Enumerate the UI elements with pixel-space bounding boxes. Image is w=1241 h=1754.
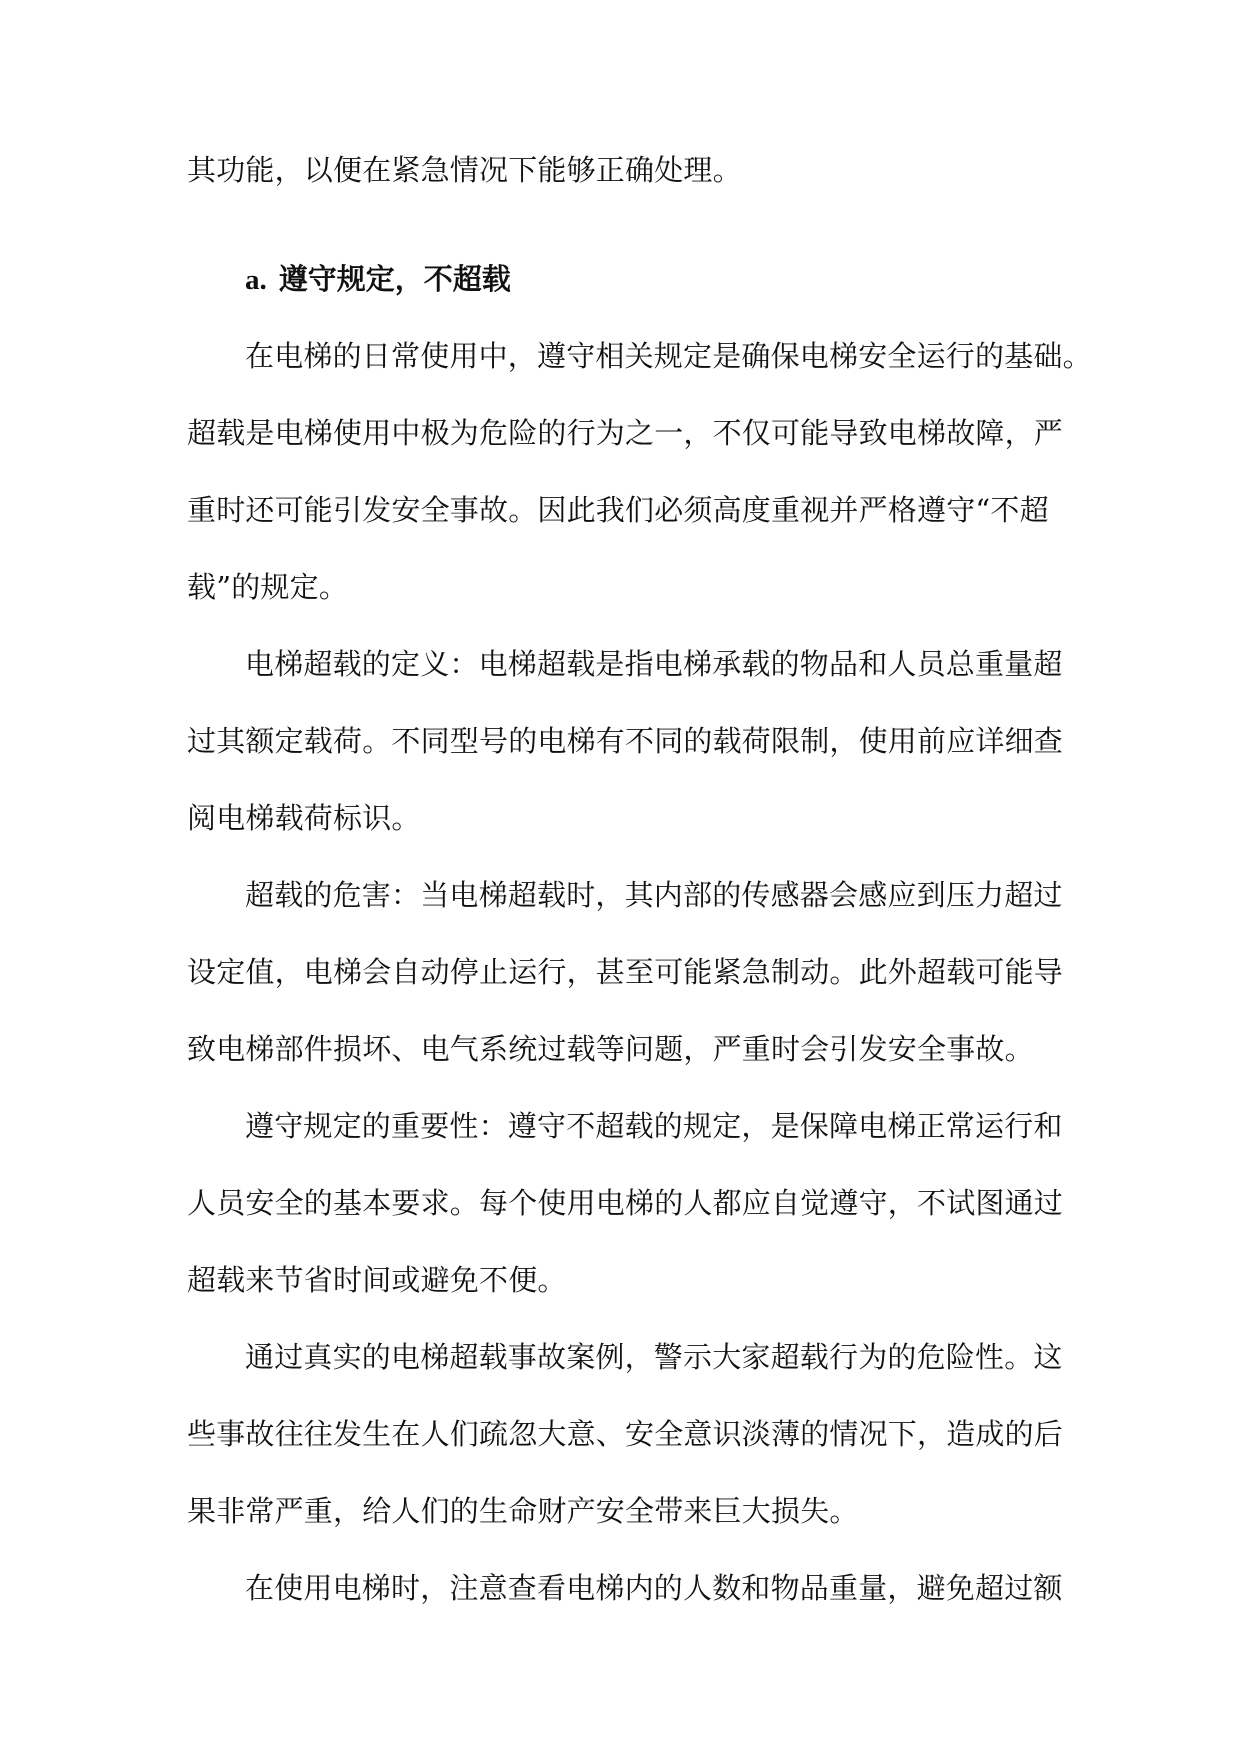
paragraph-first-line: 超载的危害：当电梯超载时，其内部的传感器会感应到压力超过 [245, 878, 1063, 912]
text-line: 果非常严重，给人们的生命财产安全带来巨大损失。 [187, 1494, 859, 1528]
text-line: 重时还可能引发安全事故。因此我们必须高度重视并严格遵守“不超 [187, 493, 1049, 527]
paragraph-first-line: 在电梯的日常使用中，遵守相关规定是确保电梯安全运行的基础。 [245, 339, 1092, 373]
text-line: 设定值，电梯会自动停止运行，甚至可能紧急制动。此外超载可能导 [187, 955, 1064, 989]
section-marker: a. [245, 264, 267, 296]
text-line: 超载是电梯使用中极为危险的行为之一，不仅可能导致电梯故障，严 [187, 416, 1064, 450]
text-line: 阅电梯载荷标识。 [187, 801, 421, 835]
text-line: 超载来节省时间或避免不便。 [187, 1263, 567, 1297]
paragraph-first-line: 通过真实的电梯超载事故案例，警示大家超载行为的危险性。这 [245, 1340, 1063, 1374]
section-title: 遵守规定，不超载 [278, 262, 511, 296]
paragraph-first-line: 遵守规定的重要性：遵守不超载的规定，是保障电梯正常运行和 [245, 1109, 1063, 1143]
text-line: 人员安全的基本要求。每个使用电梯的人都应自觉遵守，不试图通过 [187, 1186, 1064, 1220]
text-line: 其功能，以便在紧急情况下能够正确处理。 [187, 153, 742, 187]
text-line: 些事故往往发生在人们疏忽大意、安全意识淡薄的情况下，造成的后 [187, 1417, 1064, 1451]
paragraph-first-line: 电梯超载的定义：电梯超载是指电梯承载的物品和人员总重量超 [245, 647, 1063, 681]
text-line: 过其额定载荷。不同型号的电梯有不同的载荷限制，使用前应详细查 [187, 724, 1064, 758]
paragraph-first-line: 在使用电梯时，注意查看电梯内的人数和物品重量，避免超过额 [245, 1571, 1063, 1605]
section-heading [245, 259, 511, 299]
text-line: 致电梯部件损坏、电气系统过载等问题，严重时会引发安全事故。 [187, 1032, 1034, 1066]
text-line: 载”的规定。 [187, 570, 349, 604]
